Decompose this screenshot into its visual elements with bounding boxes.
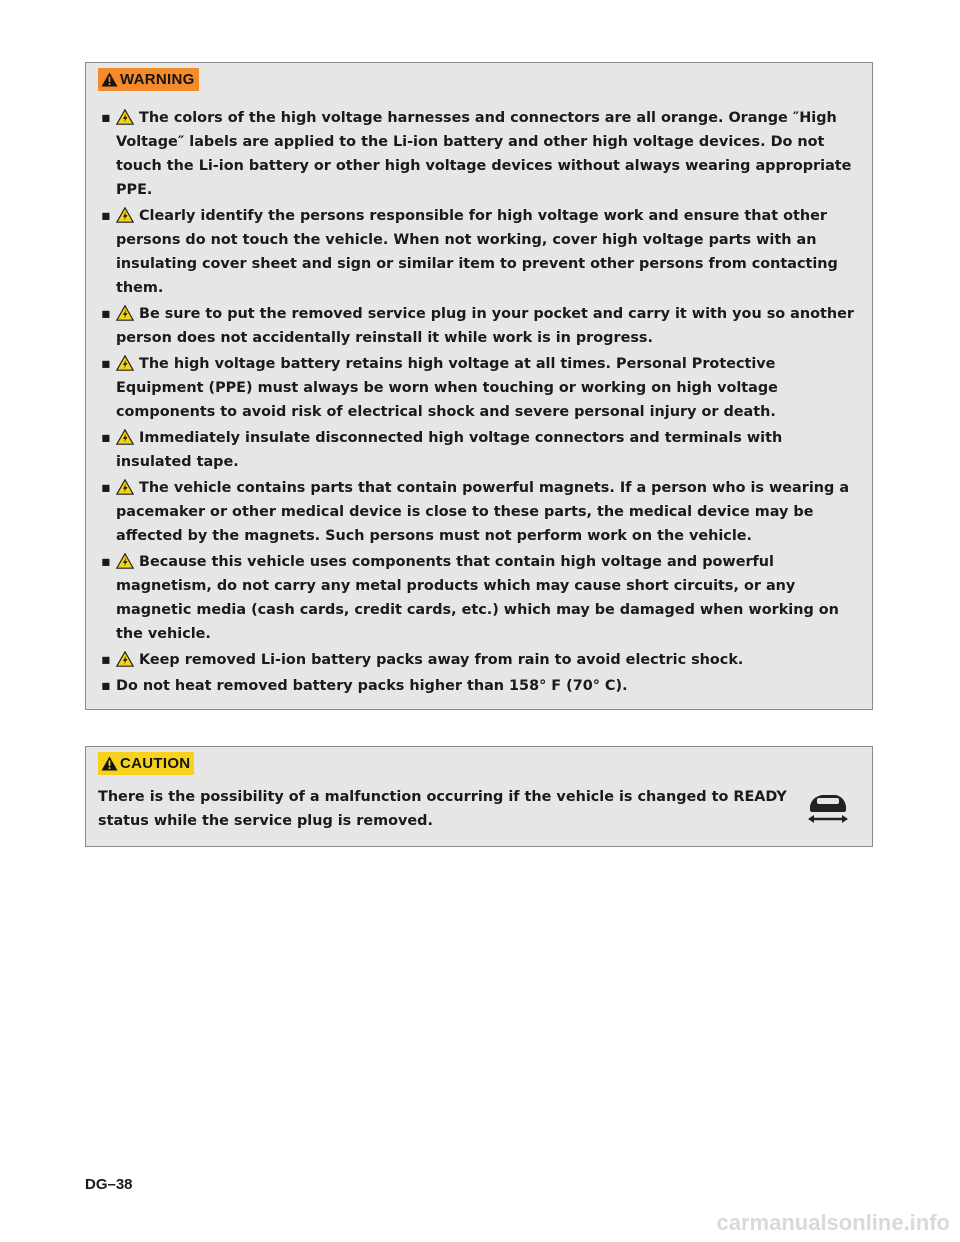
alert-triangle-icon (101, 72, 118, 87)
warning-item: ▪ Keep removed Li-ion battery packs away from rain to avoid electric shock. (101, 652, 744, 668)
warning-item: ▪ The colors of the high voltage harnesses and connectors are all orange. Orange ″High Voltage″ labels are applied to the Li-ion battery and other high voltage devices. Do not touch the Li-ion battery or other high voltage devices without always wearing appropriate PPE. (101, 110, 852, 198)
caution-text: There is the possibility of a malfunction occurring if the vehicle is changed to READY status while the service plug is removed. (98, 785, 860, 833)
vehicle-ready-icon (806, 791, 850, 825)
high-voltage-icon (116, 651, 134, 667)
warning-label: WARNING (120, 71, 195, 88)
high-voltage-icon (116, 429, 134, 445)
warning-list (98, 106, 860, 698)
caution-box (85, 746, 873, 847)
watermark: carmanualsonline.info (716, 1210, 950, 1235)
high-voltage-icon (116, 207, 134, 223)
high-voltage-icon (116, 479, 134, 495)
warning-box (85, 62, 873, 710)
warning-item: ▪ Be sure to put the removed service plug in your pocket and carry it with you so another person does not accidentally reinstall it while work is in progress. (101, 306, 854, 346)
warning-item: ▪ Do not heat removed battery packs higher than 158° F (70° C). (101, 678, 628, 694)
high-voltage-icon (116, 109, 134, 125)
high-voltage-icon (116, 355, 134, 371)
caution-badge (98, 752, 194, 775)
alert-triangle-icon (101, 756, 118, 771)
page-number: DG–38 (85, 1176, 133, 1193)
warning-item: ▪ The high voltage battery retains high voltage at all times. Personal Protective Equipment (PPE) must always be worn when touching or working on high voltage components to avoid risk of electrical shock and severe personal injury or death. (101, 356, 778, 420)
warning-item: ▪ Because this vehicle uses components that contain high voltage and powerful magnetism, do not carry any metal products which may cause short circuits, or any magnetic media (cash cards, credit cards, etc.) which may be damaged when working on the vehicle. (101, 554, 839, 642)
warning-badge (98, 68, 199, 91)
warning-item: ▪ Clearly identify the persons responsible for high voltage work and ensure that other persons do not touch the vehicle. When not working, cover high voltage parts with an insulating cover sheet and sign or similar item to prevent other persons from contacting them. (101, 208, 838, 296)
high-voltage-icon (116, 305, 134, 321)
warning-item: ▪ Immediately insulate disconnected high voltage connectors and terminals with insulated tape. (101, 430, 783, 470)
caution-label: CAUTION (120, 755, 191, 772)
warning-item: ▪ The vehicle contains parts that contain powerful magnets. If a person who is wearing a pacemaker or other medical device is close to these parts, the medical device may be affected by the magnets. Such persons must not perform work on the vehicle. (101, 480, 850, 544)
high-voltage-icon (116, 553, 134, 569)
